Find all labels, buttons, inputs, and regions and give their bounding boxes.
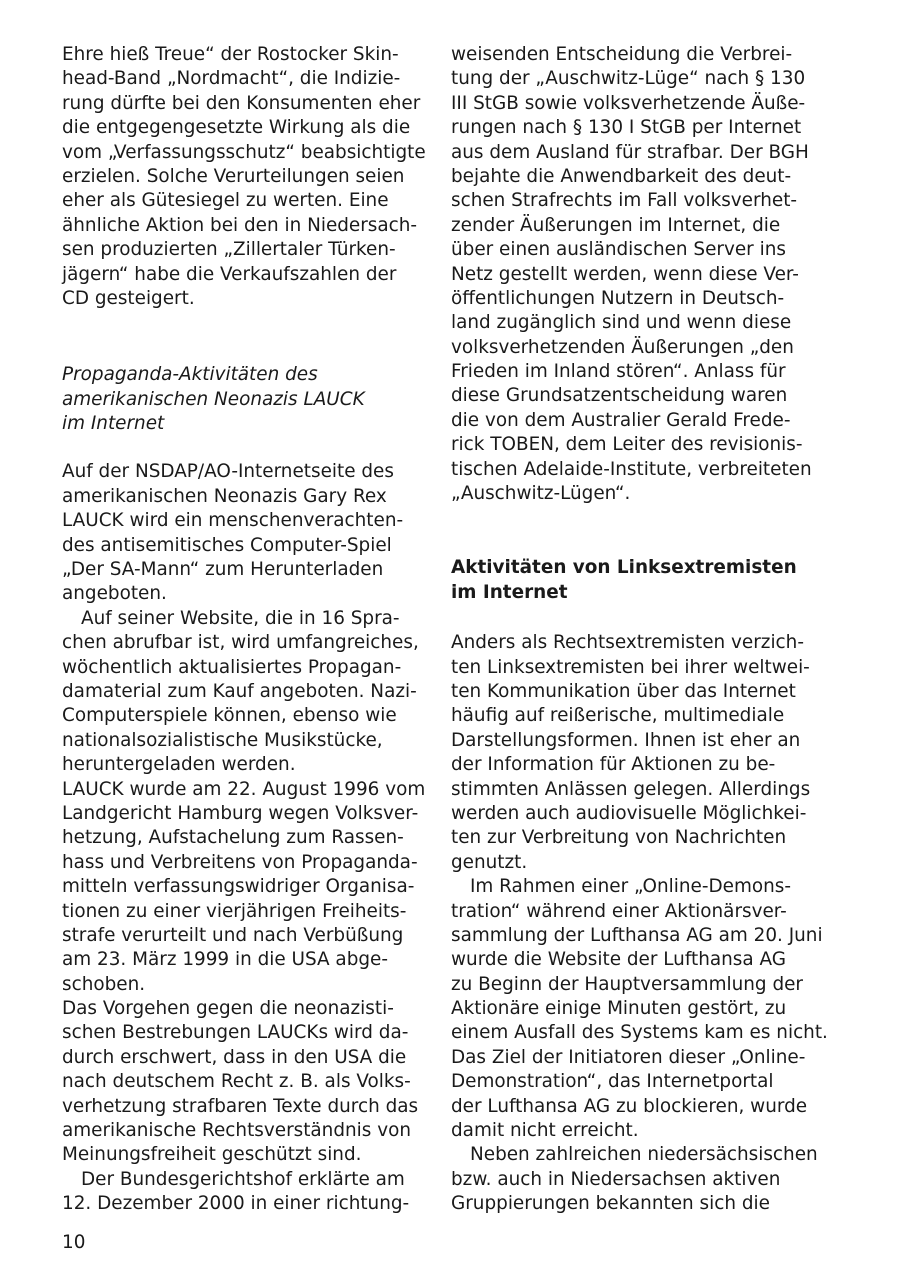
text-line: ten Kommunikation über das Internet <box>451 680 796 702</box>
text-line: öffentlichungen Nutzern in Deutsch- <box>451 287 785 309</box>
text-line: die entgegengesetzte Wirkung als die <box>62 117 411 139</box>
text-line: verhetzung strafbaren Texte durch das <box>62 1095 419 1117</box>
text-line: nationalsozialistische Musikstücke, <box>62 729 383 751</box>
text-line: die von dem Australier Gerald Frede- <box>451 409 791 431</box>
text-line: bejahte die Anwendbarkeit des deut- <box>451 165 792 187</box>
text-line: ten Linksextremisten bei ihrer weltwei- <box>451 656 810 678</box>
text-line: LAUCK wird ein menschenverachten- <box>62 510 404 532</box>
left-column <box>62 43 426 1217</box>
text-line: damit nicht erreicht. <box>451 1120 639 1142</box>
paragraph <box>451 1143 816 1216</box>
text-line: chen abrufbar ist, wird umfangreiches, <box>62 632 419 654</box>
text-line: tischen Adelaide-Institute, verbreiteten <box>451 458 812 480</box>
text-line: „Auschwitz-Lügen“. <box>451 483 631 505</box>
text-line: vom „Verfassungsschutz“ beabsichtigte <box>62 141 426 163</box>
text-line: der Lufthansa AG zu blockieren, wurde <box>451 1095 808 1117</box>
text-line: ähnliche Aktion bei den in Niedersach- <box>62 214 418 236</box>
text-line: schoben. <box>62 973 146 995</box>
text-line: volksverhetzenden Äußerungen „den <box>451 336 794 358</box>
text-line: Demonstration“, das Internetportal <box>451 1071 774 1093</box>
text-line: Meinungsfreiheit geschützt sind. <box>62 1144 362 1166</box>
text-line: des antisemitisches Computer-Spiel <box>62 534 392 556</box>
text-line: LAUCK wurde am 22. August 1996 vom <box>62 778 426 800</box>
text-line: „Der SA-Mann“ zum Herunterladen <box>62 559 384 581</box>
heading-line: im Internet <box>62 413 165 435</box>
text-line: Darstellungsformen. Ihnen ist eher an <box>451 729 801 751</box>
text-line: häufig auf reißerische, multimediale <box>451 705 785 727</box>
text-line: III StGB sowie volksverhetzende Äuße- <box>451 92 806 114</box>
text-line: head-Band „Nordmacht“, die Indizie- <box>62 68 401 90</box>
text-line: 12. Dezember 2000 in einer richtung- <box>62 1193 410 1215</box>
text-line: amerikanischen Neonazis Gary Rex <box>62 485 387 507</box>
text-line: sen produzierten „Zillertaler Türken- <box>62 239 396 261</box>
text-line: rungen nach § 130 I StGB per Internet <box>451 117 802 139</box>
right-column <box>451 43 828 1217</box>
paragraph <box>62 43 426 311</box>
heading-line: amerikanischen Neonazis LAUCK <box>62 388 365 410</box>
paragraph <box>451 43 816 506</box>
text-line: zu Beginn der Hauptversammlung der <box>451 973 803 995</box>
text-line: ten zur Verbreitung von Nachrichten <box>451 827 787 849</box>
text-line: weisenden Entscheidung die Verbrei- <box>451 44 793 65</box>
text-line: tration“ während einer Aktionärsver- <box>451 900 787 922</box>
text-line: stimmten Anlässen gelegen. Allerdings <box>451 778 811 800</box>
page-number: 10 <box>62 1232 86 1253</box>
paragraph <box>451 875 828 1143</box>
text-line: diese Grundsatzentscheidung waren <box>451 385 788 407</box>
text-line: rung dürfte bei den Konsumenten eher <box>62 92 421 114</box>
text-line: Aktionäre einige Minuten gestört, zu <box>451 998 787 1020</box>
text-line: rick TOBEN, dem Leiter des revisionis- <box>451 434 803 456</box>
text-line: hass und Verbreitens von Propaganda- <box>62 851 418 873</box>
paragraph <box>62 607 420 778</box>
text-line: schen Bestrebungen LAUCKs wird da- <box>62 1022 409 1044</box>
text-line: Der Bundesgerichtshof erklärte am <box>81 1168 405 1190</box>
text-line: erzielen. Solche Verurteilungen seien <box>62 165 405 187</box>
text-line: eher als Gütesiegel zu werten. Eine <box>62 190 389 212</box>
text-line: Ehre hieß Treue“ der Rostocker Skin- <box>62 44 399 65</box>
text-line: einem Ausfall des Systems kam es nicht. <box>451 1022 828 1044</box>
heading-line: im Internet <box>451 581 568 603</box>
text-line: Im Rahmen einer „Online-Demons- <box>470 876 792 898</box>
text-line: Landgericht Hamburg wegen Volksver- <box>62 802 419 824</box>
heading-line: Propaganda-Aktivitäten des <box>62 364 318 386</box>
text-line: amerikanische Rechtsverständnis von <box>62 1120 411 1142</box>
text-line: CD gesteigert. <box>62 287 195 309</box>
paragraph <box>62 778 426 998</box>
paragraph <box>62 997 420 1168</box>
text-line: land zugänglich sind und wenn diese <box>451 312 792 334</box>
text-line: mitteln verfassungswidriger Organisa- <box>62 876 415 898</box>
text-line: heruntergeladen werden. <box>62 754 296 776</box>
text-line: jägern“ habe die Verkaufszahlen der <box>62 263 397 285</box>
text-line: Gruppierungen bekannten sich die <box>451 1193 770 1215</box>
text-line: werden auch audiovisuelle Möglichkei- <box>451 802 807 824</box>
text-line: strafe verurteilt und nach Verbüßung <box>62 924 404 946</box>
text-line: damaterial zum Kauf angeboten. Nazi- <box>62 680 417 702</box>
text-line: wurde die Website der Lufthansa AG <box>451 949 786 971</box>
text-line: Netz gestellt werden, wenn diese Ver- <box>451 263 799 285</box>
text-line: Anders als Rechtsextremisten verzich- <box>451 632 804 654</box>
paragraph <box>451 631 816 875</box>
text-line: Das Ziel der Initiatoren dieser „Online- <box>451 1046 806 1068</box>
text-line: Das Vorgehen gegen die neonazisti- <box>62 998 394 1020</box>
text-line: sammlung der Lufthansa AG am 20. Juni <box>451 924 823 946</box>
text-line: Frieden im Inland stören“. Anlass für <box>451 361 786 383</box>
text-line: nach deutschem Recht z. B. als Volks- <box>62 1071 411 1093</box>
text-line: Neben zahlreichen niedersächsischen <box>470 1144 818 1166</box>
text-line: Computerspiele können, ebenso wie <box>62 705 397 727</box>
text-line: genutzt. <box>451 851 528 873</box>
text-line: tung der „Auschwitz-Lüge“ nach § 130 <box>451 68 806 90</box>
text-line: Auf seiner Website, die in 16 Spra- <box>81 607 400 629</box>
text-line: zender Äußerungen im Internet, die <box>451 214 781 236</box>
text-line: wöchentlich aktualisiertes Propagan- <box>62 656 402 678</box>
text-line: hetzung, Aufstachelung zum Rassen- <box>62 827 404 849</box>
heading-line: Aktivitäten von Linksextremisten <box>451 557 797 579</box>
text-line: am 23. März 1999 in die USA abge- <box>62 949 388 971</box>
text-line: angeboten. <box>62 583 167 605</box>
text-line: durch erschwert, dass in den USA die <box>62 1046 407 1068</box>
text-line: bzw. auch in Niedersachsen aktiven <box>451 1168 781 1190</box>
section-heading <box>451 556 816 605</box>
paragraph <box>62 1168 420 1217</box>
text-line: aus dem Ausland für strafbar. Der BGH <box>451 141 809 163</box>
text-line: schen Strafrechts im Fall volksverhet- <box>451 190 798 212</box>
paragraph <box>62 460 420 606</box>
text-line: der Information für Aktionen zu be- <box>451 754 776 776</box>
text-line: Auf der NSDAP/AO-Internetseite des <box>62 461 394 483</box>
text-line: tionen zu einer vierjährigen Freiheits- <box>62 900 407 922</box>
section-heading <box>62 363 420 436</box>
text-line: über einen ausländischen Server ins <box>451 239 786 261</box>
